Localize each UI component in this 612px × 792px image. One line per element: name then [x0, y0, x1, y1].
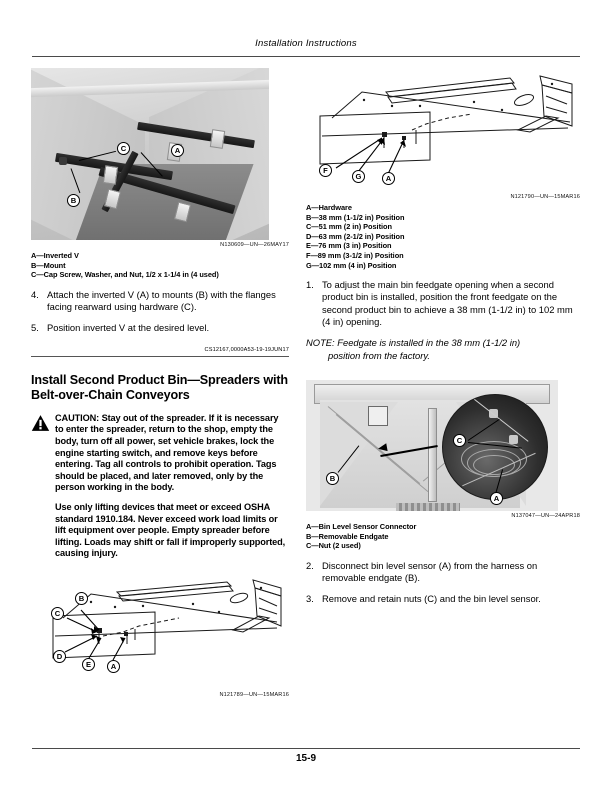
warning-triangle-icon — [31, 414, 50, 432]
legend-item: E—76 mm (3 in) Position — [306, 241, 392, 251]
callout-b: B — [326, 472, 339, 485]
page-number: 15-9 — [295, 753, 316, 764]
callout-a: A — [107, 660, 120, 673]
right-bracket-rib2 — [259, 608, 277, 614]
rib1 — [546, 96, 567, 104]
upper-rail-2 — [388, 83, 516, 103]
step-text: Position inverted V at the desired level. — [47, 322, 210, 334]
footer-divider — [32, 748, 580, 749]
mount-bracket — [103, 165, 118, 185]
step-number: 1. — [306, 279, 314, 291]
figure-code: N130609—UN—26MAY17 — [220, 242, 289, 248]
note-indent: position from the factory. — [328, 349, 430, 361]
sensor-rod — [461, 394, 528, 442]
section-heading: Install Second Product Bin—Spreaders with Belt-over-Chain Conveyors — [31, 372, 288, 403]
step-item — [306, 279, 580, 328]
legend-feedgate-positions — [306, 203, 580, 270]
figure-inverted-v-photo — [31, 68, 289, 248]
figure-feedgate-positions-left — [31, 574, 289, 698]
line-drawing-feedgate-right — [306, 68, 580, 194]
step-number: 3. — [306, 593, 314, 605]
upper-rail — [117, 582, 231, 596]
detail-pointer-arrow — [377, 443, 387, 452]
upper-rail-2 — [119, 586, 233, 601]
detail-circle-inset — [442, 394, 548, 500]
leader-b — [81, 610, 99, 630]
callout-d: D — [53, 650, 66, 663]
left-column — [31, 68, 289, 698]
photo-bin-level-sensor — [306, 380, 558, 511]
step-item — [306, 560, 580, 585]
step-text: Disconnect bin level sensor (A) from the harness on removable endgate (B). — [322, 559, 538, 584]
callout-f: F — [319, 164, 332, 177]
right-bracket-top — [540, 76, 572, 93]
leader-a — [388, 140, 404, 174]
page-header-title: Installation Instructions — [255, 38, 357, 49]
figure-code: N137047—UN—24APR18 — [511, 512, 580, 519]
upper-rail — [386, 78, 514, 97]
nut-lower — [509, 435, 518, 444]
line-drawing-feedgate-left — [31, 574, 289, 692]
callout-a: A — [382, 172, 395, 185]
callout-b: B — [75, 592, 88, 605]
callout-a: A — [490, 492, 503, 505]
figure-code: N121789—UN—15MAR16 — [219, 691, 289, 698]
step-number: 4. — [31, 288, 39, 300]
steps-list-right-2 — [306, 560, 580, 606]
small-part — [513, 92, 535, 107]
decal-plate — [368, 406, 388, 426]
main-panel — [320, 112, 430, 164]
legend-item: C—Cap Screw, Washer, and Nut, 1/2 x 1-1/4 in (4 used) — [31, 270, 219, 280]
cap-screw-hardware — [59, 157, 67, 165]
figure-bin-level-sensor — [306, 380, 580, 519]
legend-item: A—Bin Level Sensor Connector — [306, 521, 417, 531]
note-block — [306, 337, 580, 362]
step-text: Remove and retain nuts (C) and the bin level sensor. — [322, 593, 541, 605]
step-text: Attach the inverted V (A) to mounts (B) with the flanges facing rearward using hardware (C). — [47, 288, 276, 313]
small-part — [229, 591, 249, 604]
step-item — [306, 593, 580, 605]
step-number: 5. — [31, 322, 39, 334]
conveyor-chain — [396, 503, 460, 511]
steps-list-left — [31, 289, 289, 335]
step-text: To adjust the main bin feedgate opening when a second product bin is installed, position the front feedgate on the second product bin to achieve a 38 mm (1-1/2 in) to 102 mm (4 in) opening. — [322, 279, 573, 328]
steps-list-right-1 — [306, 279, 580, 328]
caution-paragraph-1: CAUTION: Stay out of the spreader. If it is necessary to enter the spreader, return to the shop, empty the body, turn off all power, set vehicle brakes, lock the engine starting switch, and remove keys before entering. Tag all controls to prohibit operation. Tags should be placed, and later removed, only by the person working in the body. — [55, 412, 279, 493]
legend-item: D—63 mm (2-1/2 in) Position — [306, 231, 405, 241]
legend-item: B—Mount — [31, 260, 66, 270]
step-item — [31, 322, 289, 334]
callout-c: C — [453, 434, 466, 447]
mount-bracket — [210, 129, 225, 149]
callout-e: E — [82, 658, 95, 671]
leader-f — [336, 138, 382, 168]
callout-c: C — [51, 607, 64, 620]
step-number: 2. — [306, 559, 314, 571]
legend-item: G—102 mm (4 in) Position — [306, 260, 397, 270]
legend-item: C—51 mm (2 in) Position — [306, 222, 392, 232]
step-item — [31, 289, 289, 314]
dashed-guide — [412, 114, 472, 130]
legend-inverted-v — [31, 251, 289, 280]
leader-d — [65, 636, 97, 652]
callout-c: C — [117, 142, 130, 155]
legend-item: B—Removable Endgate — [306, 531, 389, 541]
header-divider — [32, 56, 580, 57]
legend-item: A—Inverted V — [31, 251, 79, 260]
rib2 — [546, 107, 567, 113]
right-bracket-top — [253, 580, 281, 596]
callout-b: B — [67, 194, 80, 207]
note-lead: NOTE: Feedgate is installed in the 38 mm (1-1/2 in) — [306, 337, 521, 349]
right-column — [306, 68, 580, 615]
caution-paragraph-2: Use only lifting devices that meet or exceed OSHA standard 1910.184. Never exceed work load limits or lift equipment over people. Empty spreader before lifting. Loads may shift or fall if improperly supported, causing injury. — [55, 501, 286, 559]
callout-g: G — [352, 170, 365, 183]
reference-id: CS12167,0000A53-19-19JUN17 — [204, 346, 289, 353]
body-edge-upper — [63, 594, 277, 622]
callout-a: A — [171, 144, 184, 157]
figure-code: N121790—UN—15MAR16 — [510, 194, 580, 200]
figure-feedgate-positions-right — [306, 68, 580, 200]
center-post — [428, 408, 437, 502]
legend-item: F—89 mm (3-1/2 in) Position — [306, 250, 404, 260]
photo-inverted-v — [31, 68, 269, 240]
right-bracket-rib1 — [259, 598, 277, 606]
legend-item: C—Nut (2 used) — [306, 541, 361, 551]
caution-block — [31, 413, 289, 560]
legend-bin-level-sensor — [306, 522, 580, 551]
legend-item: B—38 mm (1-1/2 in) Position — [306, 212, 405, 222]
section-divider — [31, 356, 289, 357]
legend-item: A—Hardware — [306, 203, 352, 212]
